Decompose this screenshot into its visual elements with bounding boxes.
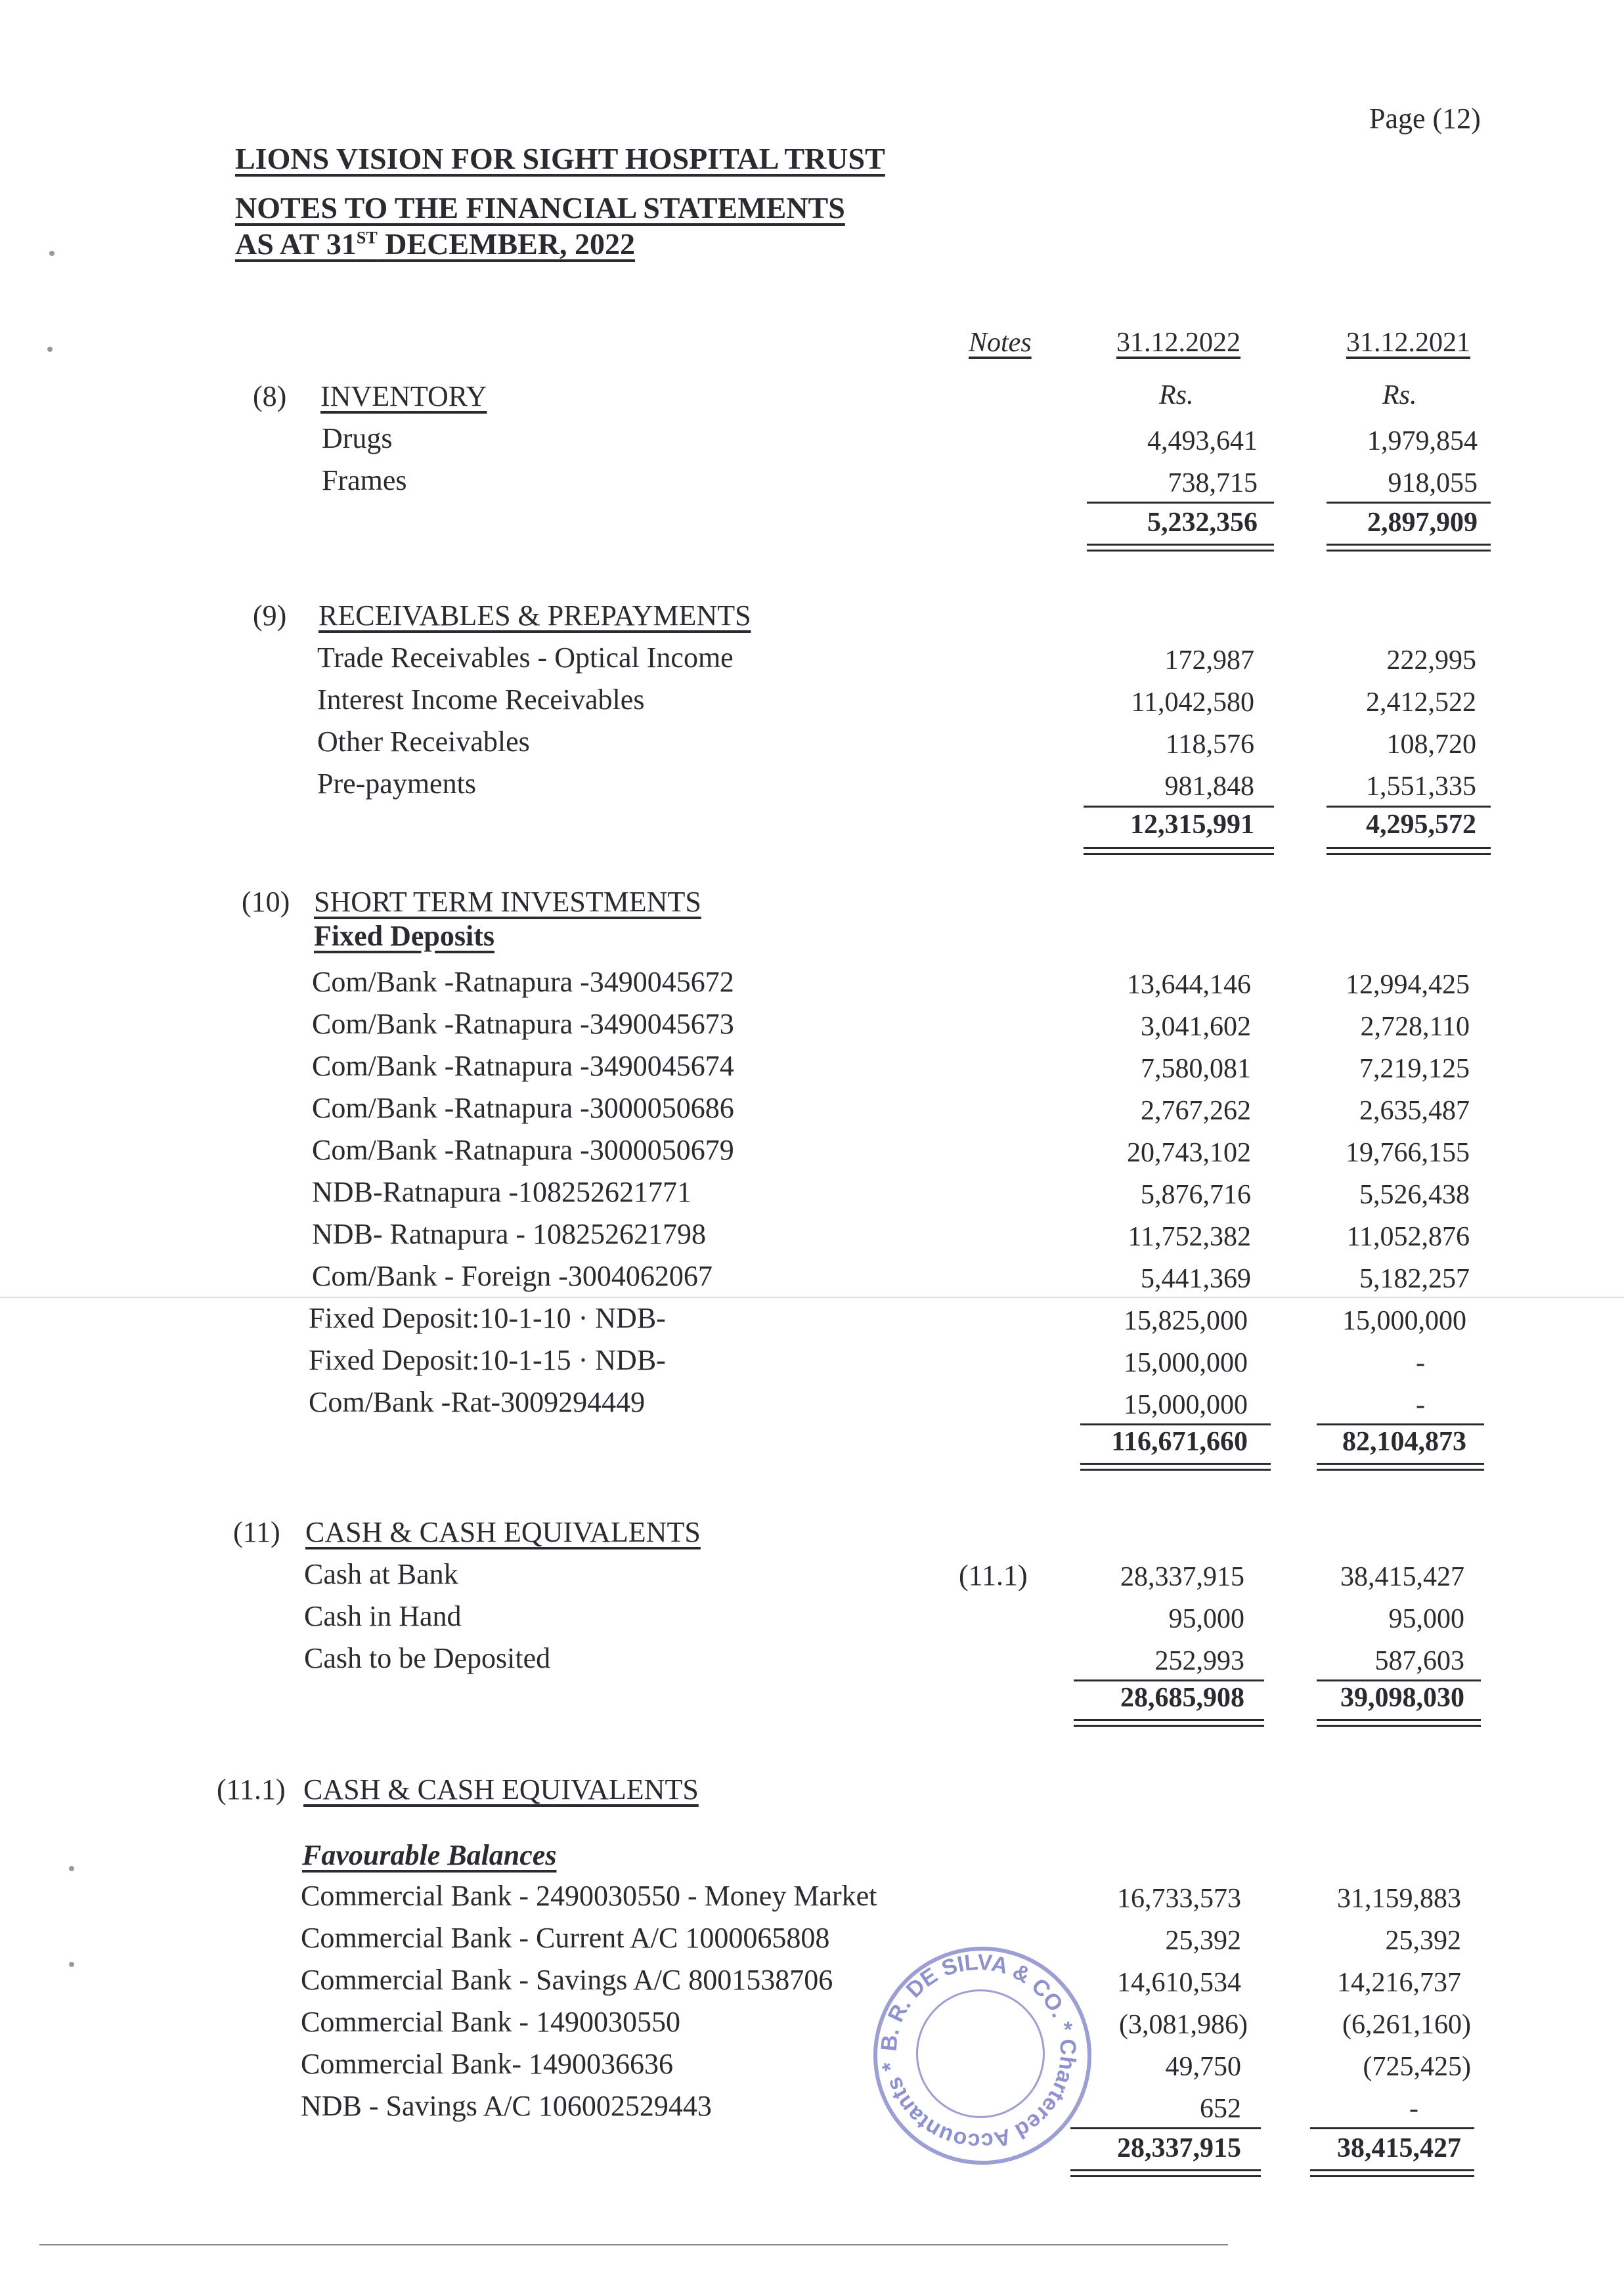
line-item-value-2021: (6,261,160) bbox=[1342, 2010, 1471, 2040]
line-item-value-2021: 7,219,125 bbox=[1359, 1054, 1470, 1084]
line-item-value-2022: 15,000,000 bbox=[1124, 1348, 1248, 1378]
subtotal-rule bbox=[1317, 1679, 1481, 1681]
line-item-value-2022: 4,493,641 bbox=[1147, 426, 1258, 456]
section-number: (11.1) bbox=[217, 1773, 286, 1806]
line-item-label: Commercial Bank - 1490030550 bbox=[301, 2006, 681, 2038]
line-item-value-2021: 5,526,438 bbox=[1359, 1180, 1470, 1210]
total-double-rule bbox=[1327, 544, 1491, 552]
subtotal-rule bbox=[1087, 502, 1274, 504]
line-item-value-2021: 587,603 bbox=[1374, 1646, 1464, 1676]
line-item-value-2021: 14,216,737 bbox=[1337, 1968, 1461, 1998]
subtotal-rule bbox=[1084, 806, 1274, 808]
line-item-value-2022: 11,752,382 bbox=[1128, 1222, 1251, 1252]
scan-speck bbox=[69, 1866, 74, 1871]
section-title-receivables: RECEIVABLES & PREPAYMENTS bbox=[318, 599, 751, 632]
line-item-label: Commercial Bank - 2490030550 - Money Market bbox=[301, 1880, 877, 1912]
scan-speck bbox=[69, 1962, 74, 1967]
line-item-value-2022: 172,987 bbox=[1164, 645, 1254, 676]
line-item-label: Commercial Bank - Current A/C 1000065808 bbox=[301, 1922, 830, 1954]
line-item-label: Com/Bank -Ratnapura -3000050686 bbox=[312, 1092, 734, 1124]
org-title: LIONS VISION FOR SIGHT HOSPITAL TRUST bbox=[235, 142, 885, 175]
line-item-value-2022: 2,767,262 bbox=[1141, 1096, 1251, 1126]
line-item-value-2022: 738,715 bbox=[1168, 468, 1258, 498]
line-item-label: Interest Income Receivables bbox=[317, 683, 645, 716]
total-double-rule bbox=[1074, 1719, 1264, 1727]
total-value-2022: 28,337,915 bbox=[1117, 2133, 1241, 2163]
note-reference: (11.1) bbox=[959, 1559, 1028, 1592]
line-item-label: NDB- Ratnapura - 108252621798 bbox=[312, 1218, 707, 1250]
line-item-value-2022: 3,041,602 bbox=[1141, 1012, 1251, 1042]
line-item-label: Drugs bbox=[322, 422, 393, 454]
currency-label-2021: Rs. bbox=[1382, 380, 1417, 410]
notes-column-header: Notes bbox=[969, 328, 1032, 358]
total-value-2022: 12,315,991 bbox=[1130, 810, 1254, 840]
line-item-value-2021: 31,159,883 bbox=[1337, 1884, 1461, 1914]
line-item-label: Com/Bank -Ratnapura -3490045672 bbox=[312, 966, 734, 998]
line-item-value-2021: 19,766,155 bbox=[1346, 1138, 1470, 1168]
year-2021-column-header: 31.12.2021 bbox=[1346, 328, 1470, 358]
statement-title: NOTES TO THE FINANCIAL STATEMENTS bbox=[235, 191, 845, 225]
line-item-value-2022: 25,392 bbox=[1165, 1926, 1241, 1956]
line-item-label: Other Receivables bbox=[317, 726, 530, 758]
line-item-value-2022: 16,733,573 bbox=[1117, 1884, 1241, 1914]
subsection-title-favourable-balances: Favourable Balances bbox=[302, 1839, 557, 1871]
line-item-value-2021: 222,995 bbox=[1386, 645, 1476, 676]
section-number: (9) bbox=[253, 599, 287, 632]
line-item-value-2021: - bbox=[1409, 2094, 1418, 2124]
line-item-value-2021: 5,182,257 bbox=[1359, 1264, 1470, 1294]
total-double-rule bbox=[1310, 2169, 1474, 2177]
line-item-value-2022: 5,441,369 bbox=[1141, 1264, 1251, 1294]
subtotal-rule bbox=[1310, 2127, 1474, 2129]
line-item-label: Com/Bank -Ratnapura -3490045673 bbox=[312, 1008, 734, 1040]
currency-label-2022: Rs. bbox=[1159, 380, 1194, 410]
section-title-cash-detail: CASH & CASH EQUIVALENTS bbox=[303, 1773, 699, 1806]
section-number: (10) bbox=[242, 886, 290, 918]
total-value-2022: 5,232,356 bbox=[1147, 508, 1258, 538]
line-item-value-2022: 15,000,000 bbox=[1124, 1390, 1248, 1420]
section-title-cash: CASH & CASH EQUIVALENTS bbox=[305, 1516, 701, 1548]
line-item-label: Com/Bank - Foreign -3004062067 bbox=[312, 1260, 713, 1292]
total-value-2021: 39,098,030 bbox=[1340, 1683, 1464, 1713]
total-double-rule bbox=[1317, 1719, 1481, 1727]
section-title-inventory: INVENTORY bbox=[320, 380, 487, 412]
line-item-value-2021: 38,415,427 bbox=[1340, 1562, 1464, 1592]
total-double-rule bbox=[1070, 2169, 1261, 2177]
date-prefix: AS AT 31 bbox=[235, 227, 357, 261]
line-item-label: Com/Bank -Ratnapura -3490045674 bbox=[312, 1050, 734, 1082]
subtotal-rule bbox=[1074, 1679, 1264, 1681]
total-value-2021: 38,415,427 bbox=[1337, 2133, 1461, 2163]
line-item-label: Commercial Bank- 1490036636 bbox=[301, 2048, 674, 2080]
scan-edge-line bbox=[0, 1297, 1624, 1298]
line-item-label: Cash to be Deposited bbox=[304, 1642, 551, 1674]
total-value-2022: 28,685,908 bbox=[1120, 1683, 1244, 1713]
section-number: (11) bbox=[233, 1516, 280, 1548]
total-value-2021: 82,104,873 bbox=[1342, 1427, 1466, 1457]
line-item-value-2021: 11,052,876 bbox=[1346, 1222, 1470, 1252]
subtotal-rule bbox=[1327, 806, 1491, 808]
subtotal-rule bbox=[1080, 1423, 1271, 1425]
line-item-label: Fixed Deposit:10-1-10 · NDB- bbox=[309, 1302, 666, 1334]
auditor-stamp-label: B. R. DE SILVA & CO. * Chartered Accountants * bbox=[876, 1949, 1081, 2154]
statement-date bbox=[235, 227, 635, 261]
line-item-value-2021: (725,425) bbox=[1363, 2052, 1471, 2082]
line-item-label: Cash in Hand bbox=[304, 1600, 462, 1632]
line-item-label: Fixed Deposit:10-1-15 · NDB- bbox=[309, 1344, 666, 1376]
svg-text:B. R. DE SILVA & CO. * Charter bbox=[877, 1950, 1081, 2154]
line-item-value-2022: 118,576 bbox=[1166, 729, 1254, 760]
total-double-rule bbox=[1084, 847, 1274, 855]
subtotal-rule bbox=[1327, 502, 1491, 504]
line-item-value-2022: 13,644,146 bbox=[1127, 970, 1251, 1000]
line-item-value-2021: 2,635,487 bbox=[1359, 1096, 1470, 1126]
page-number: Page (12) bbox=[1369, 102, 1481, 135]
total-double-rule bbox=[1087, 544, 1274, 552]
year-2022-column-header: 31.12.2022 bbox=[1116, 328, 1240, 358]
line-item-value-2021: - bbox=[1416, 1390, 1425, 1420]
line-item-value-2022: 95,000 bbox=[1168, 1604, 1244, 1634]
line-item-value-2021: 95,000 bbox=[1388, 1604, 1464, 1634]
line-item-value-2021: 1,979,854 bbox=[1367, 426, 1478, 456]
subtotal-rule bbox=[1070, 2127, 1261, 2129]
line-item-label: Commercial Bank - Savings A/C 8001538706 bbox=[301, 1964, 833, 1996]
line-item-value-2022: 11,042,580 bbox=[1131, 687, 1254, 718]
line-item-value-2022: 49,750 bbox=[1165, 2052, 1241, 2082]
scan-speck bbox=[49, 251, 55, 256]
subsection-title-fixed-deposits: Fixed Deposits bbox=[314, 920, 494, 952]
line-item-value-2022: 14,610,534 bbox=[1117, 1968, 1241, 1998]
line-item-value-2022: (3,081,986) bbox=[1119, 2010, 1248, 2040]
line-item-value-2021: 2,412,522 bbox=[1366, 687, 1476, 718]
total-value-2021: 4,295,572 bbox=[1366, 810, 1476, 840]
total-double-rule bbox=[1327, 847, 1491, 855]
section-number: (8) bbox=[253, 380, 287, 412]
line-item-label: NDB-Ratnapura -108252621771 bbox=[312, 1176, 692, 1208]
auditor-stamp-text bbox=[873, 1947, 1084, 2157]
line-item-label: NDB - Savings A/C 106002529443 bbox=[301, 2090, 712, 2122]
line-item-value-2022: 5,876,716 bbox=[1141, 1180, 1251, 1210]
total-value-2021: 2,897,909 bbox=[1367, 508, 1478, 538]
section-title-investments: SHORT TERM INVESTMENTS bbox=[314, 886, 701, 918]
line-item-value-2021: 108,720 bbox=[1386, 729, 1476, 760]
line-item-value-2022: 981,848 bbox=[1164, 771, 1254, 802]
line-item-value-2021: - bbox=[1416, 1348, 1425, 1378]
line-item-value-2021: 2,728,110 bbox=[1360, 1012, 1470, 1042]
line-item-value-2022: 20,743,102 bbox=[1127, 1138, 1251, 1168]
date-suffix: DECEMBER, 2022 bbox=[377, 227, 636, 261]
total-double-rule bbox=[1080, 1463, 1271, 1471]
line-item-label: Frames bbox=[322, 464, 407, 496]
total-value-2022: 116,671,660 bbox=[1111, 1427, 1248, 1457]
date-ordinal: ST bbox=[356, 228, 378, 248]
line-item-value-2022: 252,993 bbox=[1154, 1646, 1244, 1676]
line-item-value-2022: 7,580,081 bbox=[1141, 1054, 1251, 1084]
scan-edge-line bbox=[39, 2244, 1228, 2245]
line-item-value-2022: 652 bbox=[1200, 2094, 1241, 2124]
line-item-label: Pre-payments bbox=[317, 768, 476, 800]
line-item-value-2021: 12,994,425 bbox=[1346, 970, 1470, 1000]
line-item-label: Cash at Bank bbox=[304, 1558, 458, 1590]
line-item-label: Com/Bank -Rat-3009294449 bbox=[309, 1386, 646, 1418]
line-item-label: Com/Bank -Ratnapura -3000050679 bbox=[312, 1134, 734, 1166]
line-item-value-2021: 918,055 bbox=[1388, 468, 1478, 498]
scan-speck bbox=[47, 347, 53, 352]
line-item-value-2022: 15,825,000 bbox=[1124, 1306, 1248, 1336]
line-item-label: Trade Receivables - Optical Income bbox=[317, 641, 734, 674]
line-item-value-2021: 1,551,335 bbox=[1366, 771, 1476, 802]
line-item-value-2022: 28,337,915 bbox=[1120, 1562, 1244, 1592]
line-item-value-2021: 15,000,000 bbox=[1342, 1306, 1466, 1336]
subtotal-rule bbox=[1317, 1423, 1484, 1425]
total-double-rule bbox=[1317, 1463, 1484, 1471]
line-item-value-2021: 25,392 bbox=[1385, 1926, 1461, 1956]
